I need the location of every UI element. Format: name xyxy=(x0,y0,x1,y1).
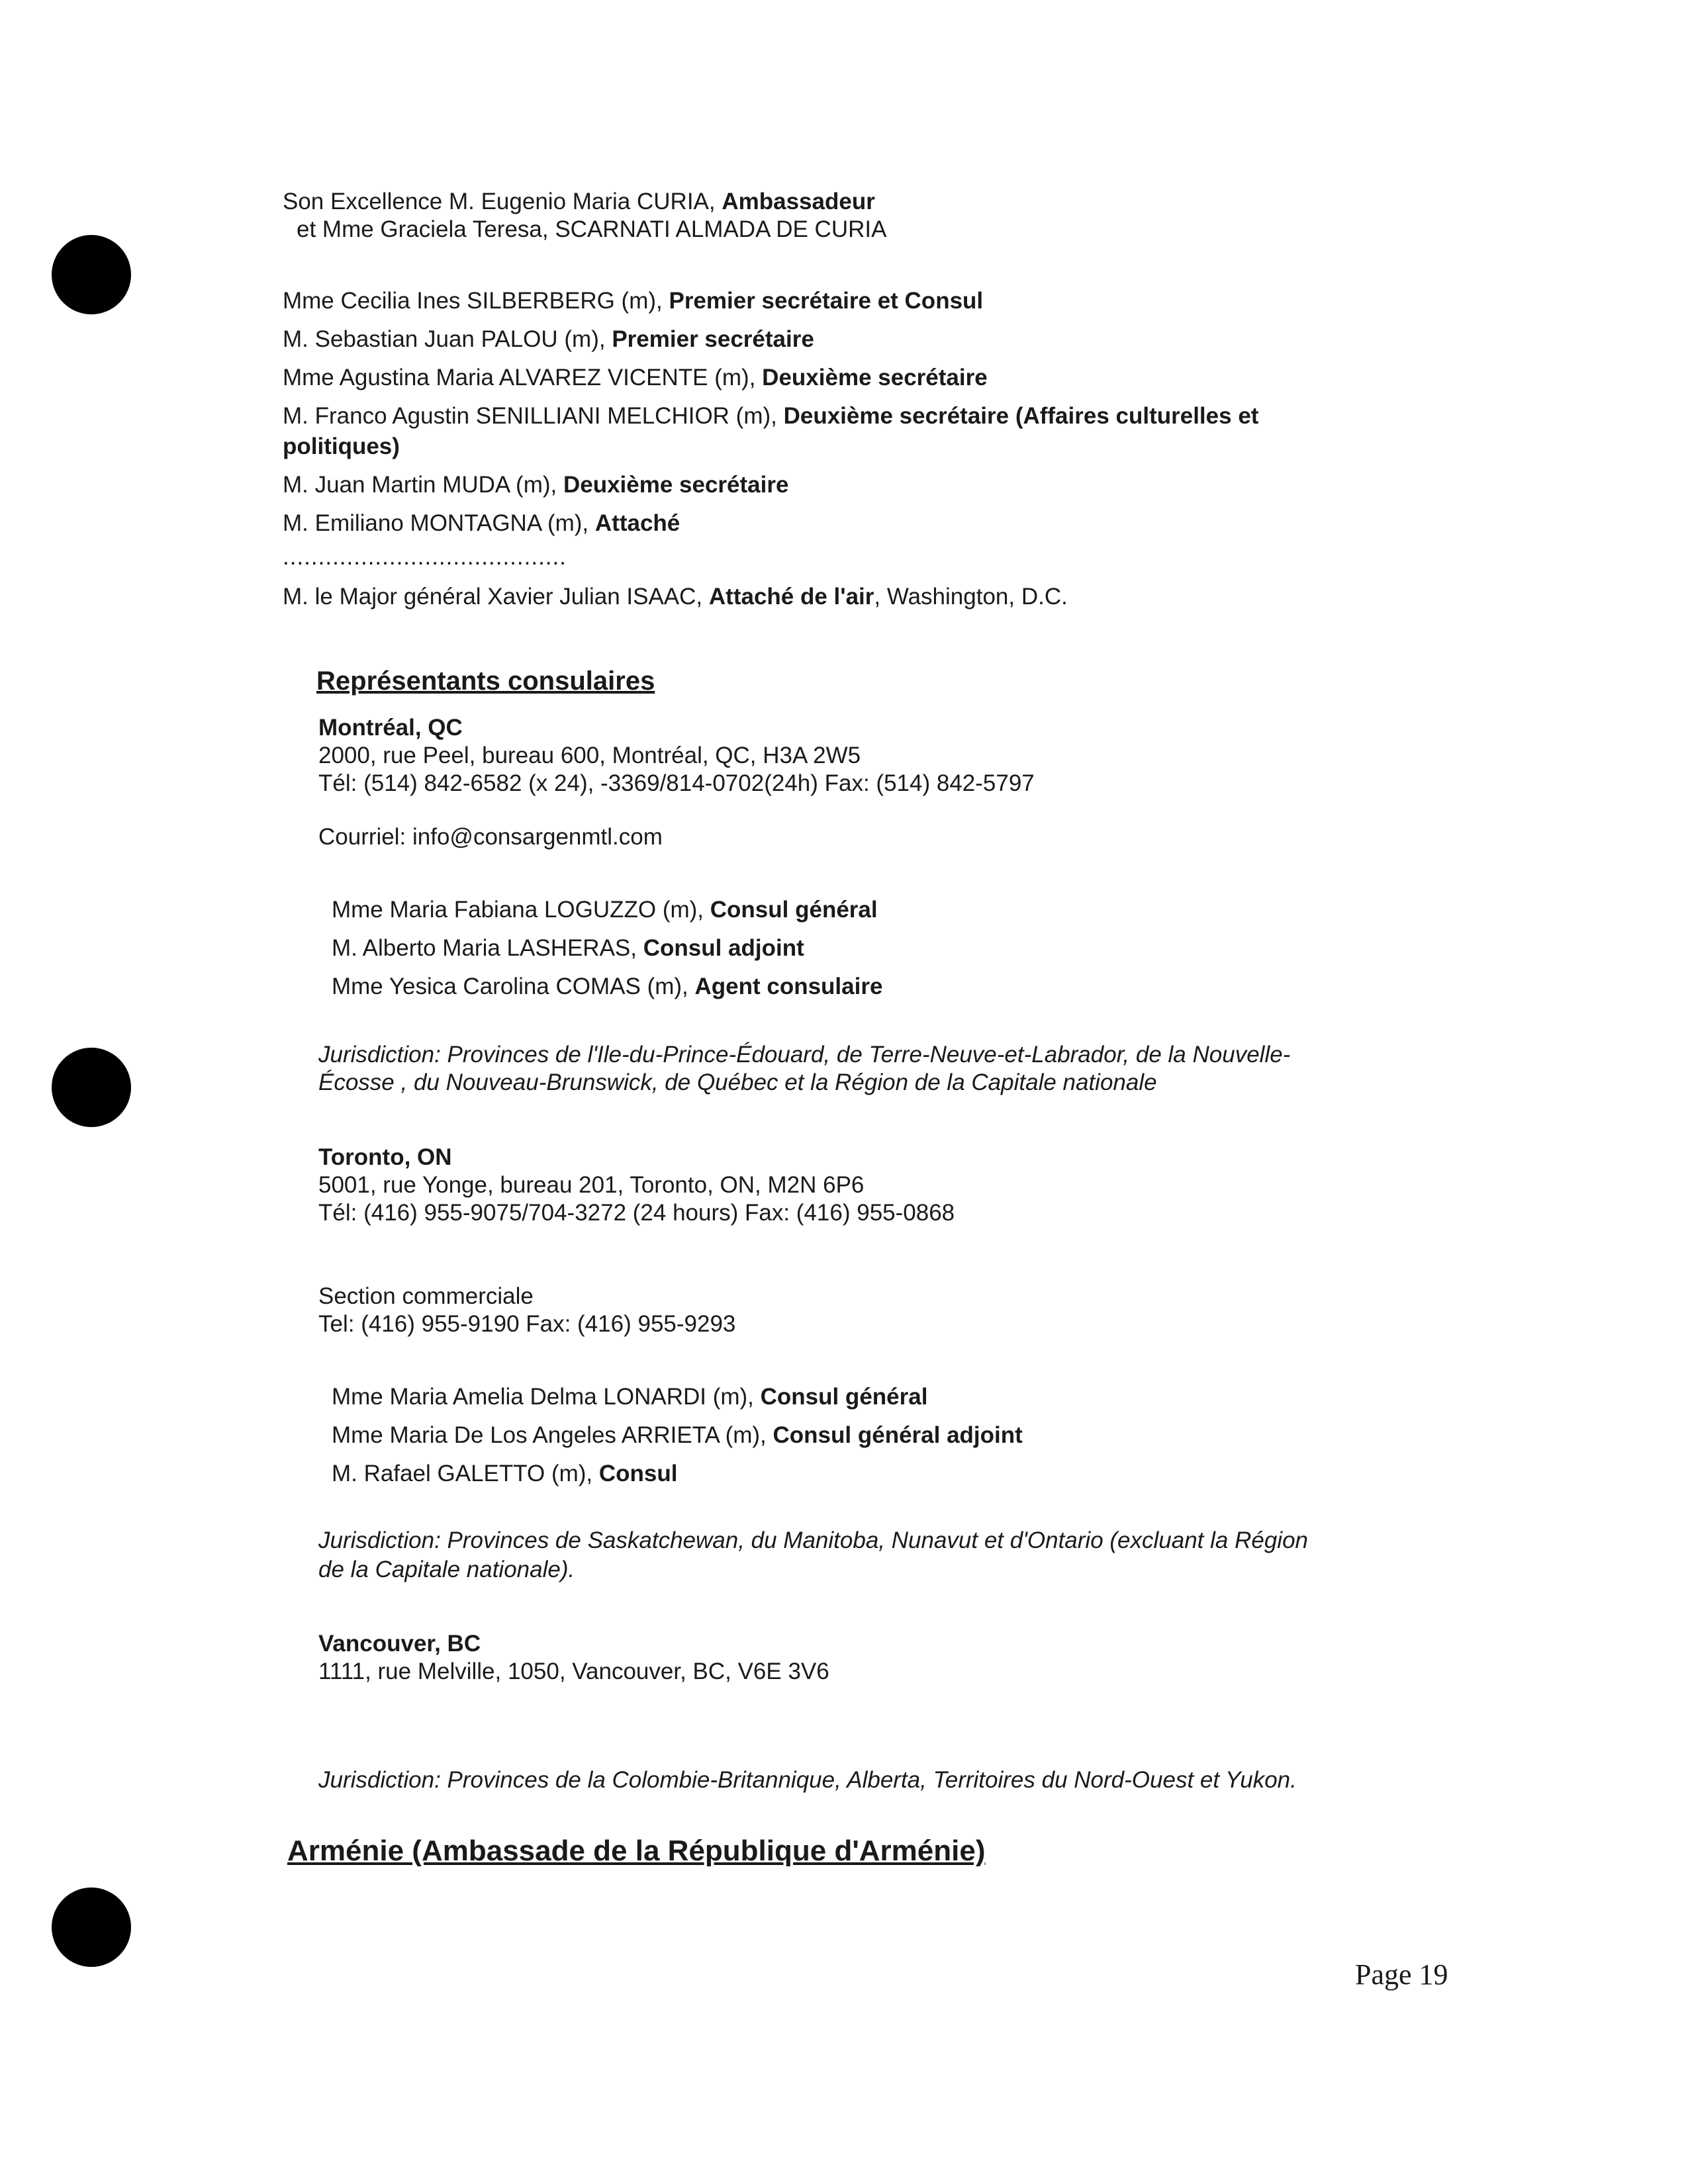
consular-staff-entry: Mme Yesica Carolina COMAS (m), Agent consulaire xyxy=(332,974,883,999)
address: 5001, rue Yonge, bureau 201, Toronto, ON, M2N 6P6 xyxy=(318,1172,865,1198)
staff-entry: M. Emiliano MONTAGNA (m), Attaché xyxy=(283,510,680,536)
phone-line: Tel: (416) 955-9190 Fax: (416) 955-9293 xyxy=(318,1311,736,1337)
punch-hole-top xyxy=(52,235,131,314)
punch-hole-middle xyxy=(52,1048,131,1127)
city-heading: Toronto, ON xyxy=(318,1144,452,1170)
air-attache-entry: M. le Major général Xavier Julian ISAAC, Attaché de l'air, Washington, D.C. xyxy=(283,584,1068,610)
ambassador-line xyxy=(283,187,875,216)
consular-staff-entry: Mme Maria Amelia Delma LONARDI (m), Consul général xyxy=(332,1384,928,1410)
consular-staff-entry: M. Rafael GALETTO (m), Consul xyxy=(332,1461,678,1486)
consular-staff-entry: Mme Maria Fabiana LOGUZZO (m), Consul général xyxy=(332,897,878,923)
ambassador-name: Son Excellence M. Eugenio Maria CURIA, xyxy=(283,189,722,214)
punch-hole-bottom xyxy=(52,1888,131,1967)
jurisdiction-text: de la Capitale nationale). xyxy=(318,1557,575,1582)
jurisdiction-text: Jurisdiction: Provinces de l'Ile-du-Prince-Édouard, de Terre-Neuve-et-Labrador, de la Nouvelle- xyxy=(318,1042,1291,1068)
ambassador-title: Ambassadeur xyxy=(722,189,875,214)
city-heading: Vancouver, BC xyxy=(318,1631,481,1657)
jurisdiction-text: Écosse , du Nouveau-Brunswick, de Québec et la Région de la Capitale nationale xyxy=(318,1069,1157,1095)
jurisdiction-text: Jurisdiction: Provinces de Saskatchewan, du Manitoba, Nunavut et d'Ontario (excluant la Région xyxy=(318,1527,1309,1553)
country-heading: Arménie (Ambassade de la République d'Arménie) xyxy=(287,1835,986,1867)
staff-entry: Mme Cecilia Ines SILBERBERG (m), Premier secrétaire et Consul xyxy=(283,288,984,314)
staff-entry-continued: politiques) xyxy=(283,433,400,459)
staff-entry: Mme Agustina Maria ALVAREZ VICENTE (m), Deuxième secrétaire xyxy=(283,365,988,390)
jurisdiction-text: Jurisdiction: Provinces de la Colombie-Britannique, Alberta, Territoires du Nord-Ouest et Yukon. xyxy=(318,1767,1297,1793)
section-label: Section commerciale xyxy=(318,1283,534,1309)
phone-line: Tél: (416) 955-9075/704-3272 (24 hours) Fax: (416) 955-0868 xyxy=(318,1200,955,1226)
address: 1111, rue Melville, 1050, Vancouver, BC, V6E 3V6 xyxy=(318,1659,829,1684)
phone-line: Tél: (514) 842-6582 (x 24), -3369/814-0702(24h) Fax: (514) 842-5797 xyxy=(318,770,1035,796)
consular-heading: Représentants consulaires xyxy=(316,666,655,696)
dotted-separator: ........................................ xyxy=(283,544,567,570)
staff-entry: M. Juan Martin MUDA (m), Deuxième secrétaire xyxy=(283,472,789,498)
spouse-line: et Mme Graciela Teresa, SCARNATI ALMADA DE CURIA xyxy=(297,216,887,242)
staff-entry: M. Sebastian Juan PALOU (m), Premier secrétaire xyxy=(283,326,814,352)
page-number: Page 19 xyxy=(1355,1958,1448,1991)
email-line: Courriel: info@consargenmtl.com xyxy=(318,824,663,850)
city-heading: Montréal, QC xyxy=(318,715,463,741)
address: 2000, rue Peel, bureau 600, Montréal, QC, H3A 2W5 xyxy=(318,743,861,768)
staff-entry: M. Franco Agustin SENILLIANI MELCHIOR (m), Deuxième secrétaire (Affaires culturelles et xyxy=(283,403,1259,429)
consular-staff-entry: M. Alberto Maria LASHERAS, Consul adjoint xyxy=(332,935,804,961)
consular-staff-entry: Mme Maria De Los Angeles ARRIETA (m), Consul général adjoint xyxy=(332,1422,1023,1448)
